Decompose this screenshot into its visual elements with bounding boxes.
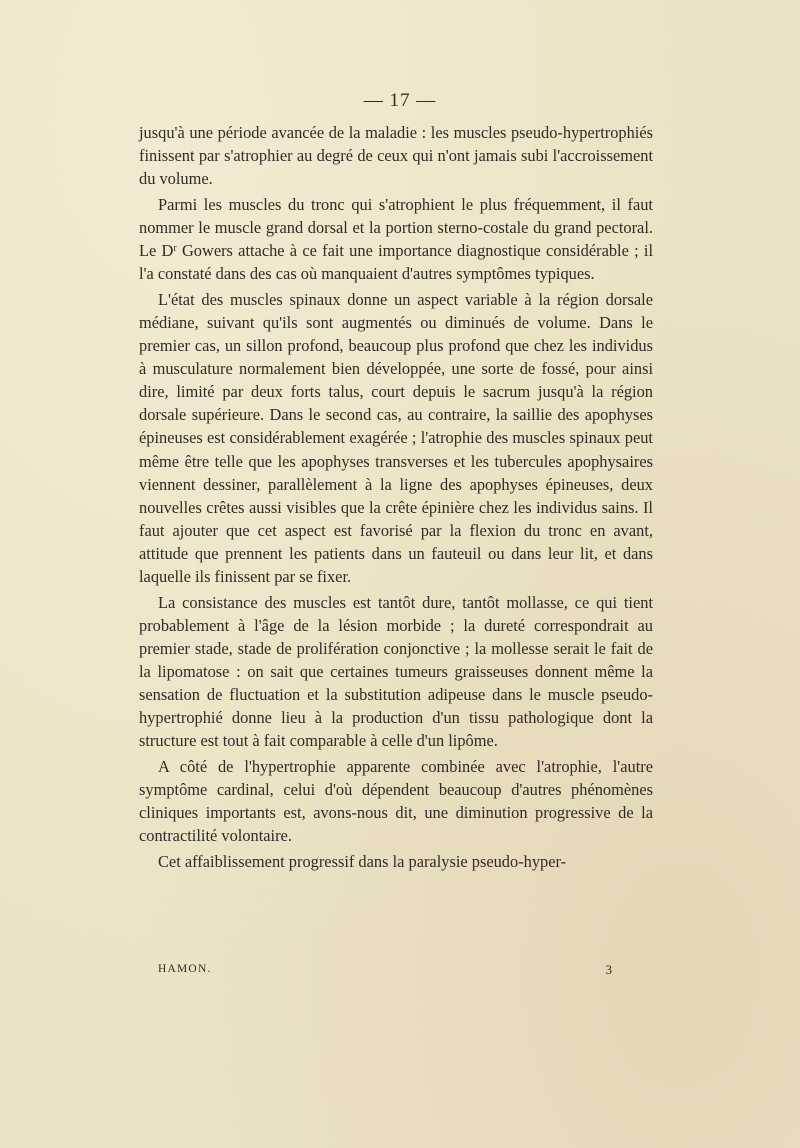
paragraph-2-start: Parmi les muscles du tronc qui s'atrophient le plus fréquemment, il faut nommer le muscle grand dorsal et la portion sterno-costale du grand pectoral. Le D	[139, 194, 653, 261]
paragraph-4: La consistance des muscles est tantôt dure, tantôt mollasse, ce qui tient probablement à l'âge de la lésion morbide ; la dureté correspondrait au premier stade, stade de prolifération conjonctive ; la mollesse serait le fait de la lipomatose : on sait que certaines tumeurs graisseuses donnent même la sensation de fluctuation et la substitution adipeuse dans le muscle pseudo-hypertrophié donne lieu à la production d'un tissu pathologique dont la structure est tout à fait comparable à celle d'un lipôme.	[139, 592, 653, 751]
signature-mark: 3	[605, 962, 612, 977]
paragraph-2-end: Gowers attache à ce fait une importance diagnostique considérable ; il l'a constaté dans des cas où manquaient d'autres symptômes typiques.	[139, 241, 654, 284]
paragraph-2	[139, 193, 653, 285]
footer-author: HAMON.	[158, 963, 212, 975]
doctor-superscript: r	[173, 243, 177, 255]
paragraph-1: jusqu'à une période avancée de la maladie : les muscles pseudo-hypertrophiés finissent par s'atrophier au degré de ceux qui n'ont jamais subi l'accroissement du volume.	[139, 123, 653, 189]
paragraph-3: L'état des muscles spinaux donne un aspect variable à la région dorsale médiane, suivant qu'ils sont augmentés ou diminués de volume. Dans le premier cas, un sillon profond, beaucoup plus profond que chez les individus à musculature normalement bien développée, une sorte de fossé, pour ainsi dire, limité par deux forts talus, court depuis le sacrum jusqu'à la région dorsale supérieure. Dans le second cas, au contraire, la saillie des apophyses épineuses est considérablement exagérée ; l'atrophie des muscles spinaux peut même être telle que les apophyses transverses et les tubercules apophysaires viennent dessiner, parallèlement à la ligne des apophyses épineuses, deux nouvelles crêtes aussi visibles que la crête épinière chez les individus sains. Il faut ajouter que cet aspect est favorisé par la flexion du tronc en avant, attitude que prennent les patients dans un fauteuil ou dans leur lit, et dans laquelle ils finissent par se fixer.	[139, 289, 653, 586]
page-number: — 17 —	[363, 90, 437, 111]
body-text	[139, 121, 653, 873]
paragraph-6: Cet affaiblissement progressif dans la paralysie pseudo-hyper-	[158, 851, 567, 871]
paragraph-5: A côté de l'hypertrophie apparente combinée avec l'atrophie, l'autre symptôme cardinal, celui d'où dépendent beaucoup d'autres phénomènes cliniques importants est, avons-nous dit, une diminution progressive de la contractilité volontaire.	[139, 756, 653, 846]
